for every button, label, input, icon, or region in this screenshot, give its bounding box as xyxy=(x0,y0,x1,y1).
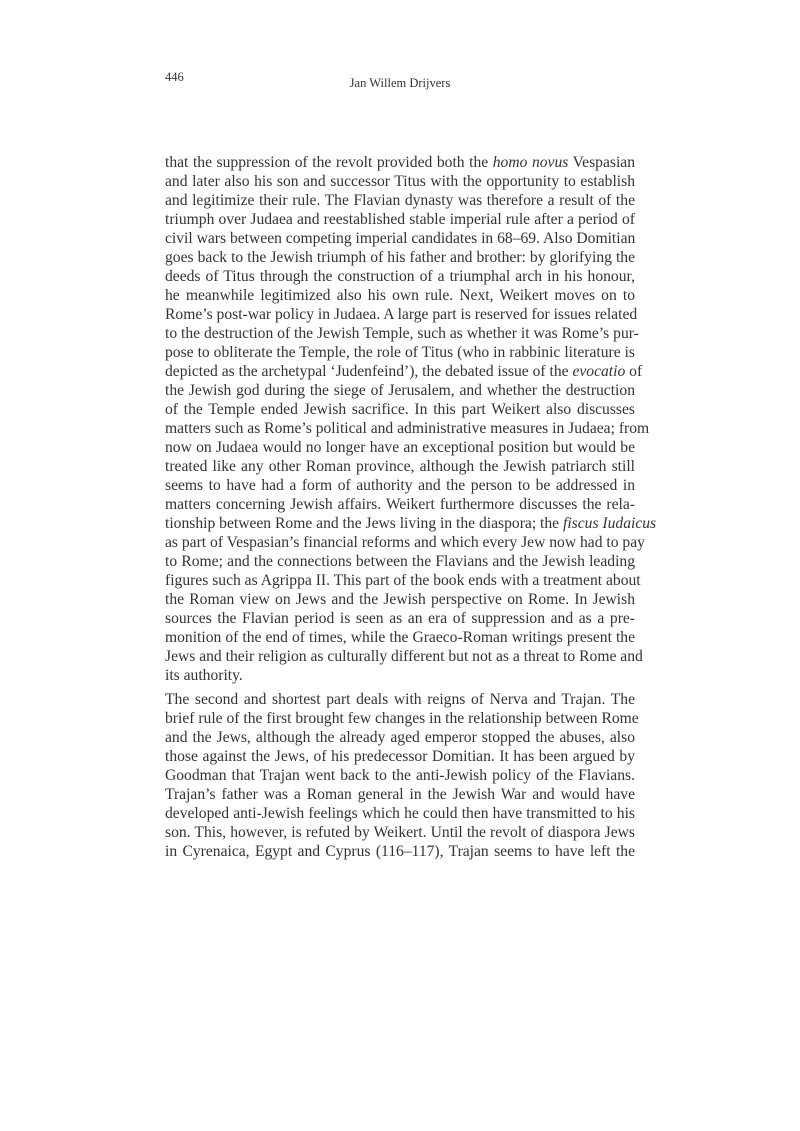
text-line xyxy=(165,343,635,362)
running-head: Jan Willem Drijvers xyxy=(349,76,451,90)
text-run: monition of the end of times, while the Graeco-Roman writings present the xyxy=(165,629,635,646)
text-line xyxy=(165,628,635,647)
text-run: civil wars between competing imperial candidates in 68–69. Also Domitian xyxy=(165,230,636,247)
text-line xyxy=(165,766,635,785)
text-line xyxy=(165,647,643,666)
text-run: and legitimize their rule. The Flavian dynasty was therefore a result of the xyxy=(165,192,635,209)
text-run: deeds of Titus through the construction of a triumphal arch in his honour, xyxy=(165,268,635,285)
text-line xyxy=(165,210,635,229)
italic-term: fiscus Iudaicus xyxy=(563,515,657,532)
text-line xyxy=(165,728,635,747)
text-run: Goodman that Trajan went back to the anti-Jewish policy of the Flavians. xyxy=(165,767,635,784)
text-run: seems to have had a form of authority and the person to be addressed in xyxy=(165,477,635,494)
text-run: now on Judaea would no longer have an exceptional position but would be xyxy=(165,439,635,456)
text-line xyxy=(165,823,635,842)
text-run: that the suppression of the revolt provided both the xyxy=(165,154,493,171)
text-line xyxy=(165,324,639,343)
text-line xyxy=(165,495,635,514)
text-run: of xyxy=(625,363,643,380)
text-run: The second and shortest part deals with reigns of Nerva and Trajan. The xyxy=(165,691,635,708)
text-run: of the Temple ended Jewish sacrifice. In this part Weikert also discusses xyxy=(165,401,635,418)
text-line xyxy=(165,305,638,324)
text-run: tionship between Rome and the Jews living in the diaspora; the xyxy=(165,515,563,532)
text-line xyxy=(165,172,635,191)
text-line xyxy=(165,381,635,400)
text-line xyxy=(165,690,635,709)
text-run: and the Jews, although the already aged emperor stopped the abuses, also xyxy=(165,729,635,746)
text-line xyxy=(165,514,657,533)
text-run: Jews and their religion as culturally different but not as a threat to Rome and xyxy=(165,648,643,665)
text-line xyxy=(165,457,635,476)
text-run: son. This, however, is refuted by Weikert. Until the revolt of diaspora Jews xyxy=(165,824,635,841)
italic-term: evocatio xyxy=(572,363,626,380)
text-line xyxy=(165,286,635,305)
text-run: Vespasian xyxy=(568,154,635,171)
text-run: he meanwhile legitimized also his own rule. Next, Weikert moves on to xyxy=(165,287,635,304)
text-line xyxy=(165,842,635,861)
text-line xyxy=(165,400,635,419)
text-line xyxy=(165,267,635,286)
text-run: the Jewish god during the siege of Jerusalem, and whether the destruction xyxy=(165,382,635,399)
text-line xyxy=(165,191,635,210)
italic-term: homo novus xyxy=(492,154,569,171)
text-line xyxy=(165,438,635,457)
text-run: those against the Jews, of his predecessor Domitian. It has been argued by xyxy=(165,748,635,765)
text-line xyxy=(165,533,645,552)
text-run: its authority. xyxy=(165,667,243,684)
text-run: pose to obliterate the Temple, the role of Titus (who in rabbinic literature is xyxy=(165,344,635,361)
text-line xyxy=(165,666,635,685)
text-run: to the destruction of the Jewish Temple, such as whether it was Rome’s pur- xyxy=(165,325,639,342)
text-run: figures such as Agrippa II. This part of the book ends with a treatment about xyxy=(165,572,641,589)
text-line xyxy=(165,248,635,267)
paragraph-2 xyxy=(165,690,639,861)
text-run: treated like any other Roman province, although the Jewish patriarch still xyxy=(165,458,635,475)
text-run: depicted as the archetypal ‘Judenfeind’), the debated issue of the xyxy=(165,363,573,380)
text-run: triumph over Judaea and reestablished stable imperial rule after a period of xyxy=(165,211,635,228)
text-line xyxy=(165,153,635,172)
text-run: developed anti-Jewish feelings which he could then have transmitted to his xyxy=(165,805,635,822)
paragraph-1 xyxy=(165,153,657,685)
text-line xyxy=(165,747,635,766)
text-run: goes back to the Jewish triumph of his father and brother: by glorifying the xyxy=(165,249,635,266)
text-run: as part of Vespasian’s financial reforms and which every Jew now had to pay xyxy=(165,534,645,551)
text-run: matters concerning Jewish affairs. Weikert furthermore discusses the rela- xyxy=(165,496,635,513)
text-line xyxy=(165,785,635,804)
text-run: and later also his son and successor Titus with the opportunity to establish xyxy=(165,173,635,190)
text-run: the Roman view on Jews and the Jewish perspective on Rome. In Jewish xyxy=(165,591,635,608)
text-line xyxy=(165,476,635,495)
text-line xyxy=(165,419,650,438)
text-line xyxy=(165,590,635,609)
text-line xyxy=(165,229,635,248)
text-line xyxy=(165,362,643,381)
page-number: 446 xyxy=(165,70,184,84)
text-line xyxy=(165,804,635,823)
text-line xyxy=(165,571,641,590)
text-line xyxy=(165,609,635,628)
text-run: brief rule of the first brought few changes in the relationship between Rome xyxy=(165,710,639,727)
text-run: to Rome; and the connections between the Flavians and the Jewish leading xyxy=(165,553,635,570)
text-run: matters such as Rome’s political and administrative measures in Judaea; from xyxy=(165,420,650,437)
text-run: Trajan’s father was a Roman general in the Jewish War and would have xyxy=(165,786,635,803)
text-line xyxy=(165,709,639,728)
text-run: Rome’s post-war policy in Judaea. A large part is reserved for issues related xyxy=(165,306,638,323)
text-line xyxy=(165,552,635,571)
text-run: in Cyrenaica, Egypt and Cyprus (116–117), Trajan seems to have left the xyxy=(165,843,635,860)
text-run: sources the Flavian period is seen as an era of suppression and as a pre- xyxy=(165,610,635,627)
